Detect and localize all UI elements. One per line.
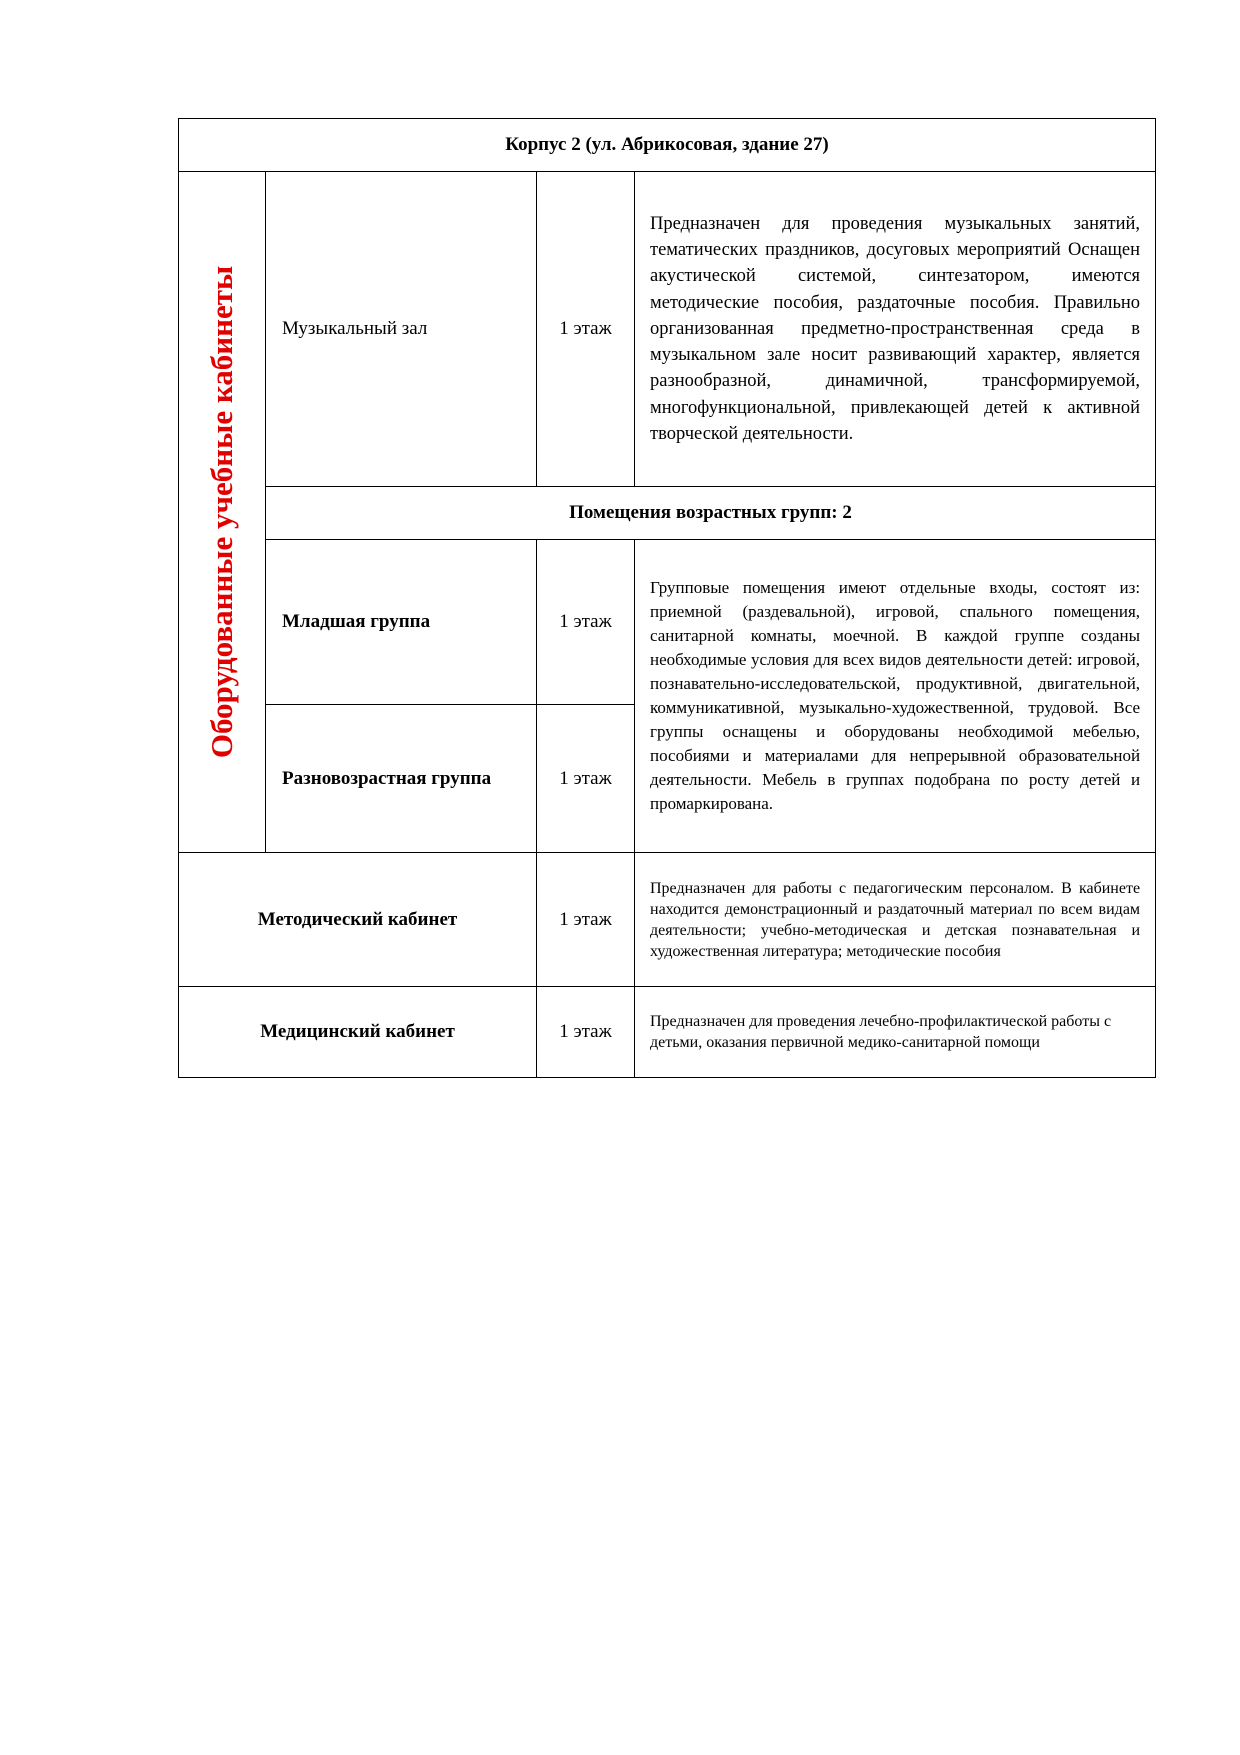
methodical-room-name: Методический кабинет: [179, 853, 537, 987]
mixed-age-group-name: Разновозрастная группа: [266, 705, 537, 853]
mixed-age-group-floor: 1 этаж: [537, 705, 635, 853]
building-header: Корпус 2 (ул. Абрикосовая, здание 27): [179, 119, 1156, 172]
junior-group-floor: 1 этаж: [537, 540, 635, 705]
junior-group-name: Младшая группа: [266, 540, 537, 705]
equipment-table: [178, 118, 1156, 1078]
music-hall-floor: 1 этаж: [537, 172, 635, 487]
music-hall-description: Предназначен для проведения музыкальных занятий, тематических праздников, досуговых мероприятий Оснащен акустической системой, синтезатором, имеются методические пособия, раздаточные пособия. Правильно организованная предметно-пространственная среда в музыкальном зале носит развивающий характер, является разнообразной, динамичной, трансформируемой, многофункциональной, привлекающей детей к активной творческой деятельности.: [635, 172, 1156, 487]
medical-room-description: Предназначен для проведения лечебно-профилактической работы с детьми, оказания первичной медико-санитарной помощи: [635, 987, 1156, 1078]
methodical-room-description: Предназначен для работы с педагогическим персоналом. В кабинете находится демонстрационный и раздаточный материал по всем видам деятельности; учебно-методическая и детская познавательная и художественная литература; методические пособия: [635, 853, 1156, 987]
vertical-label: Оборудованные учебные кабинеты: [204, 265, 239, 759]
medical-room-name: Медицинский кабинет: [179, 987, 537, 1078]
groups-description: Групповые помещения имеют отдельные входы, состоят из: приемной (раздевальной), игровой, спального помещения, санитарной комнаты, моечной. В каждой группе созданы необходимые условия для всех видов деятельности детей: игровой, познавательно-исследовательской, продуктивной, двигательной, коммуникативной, музыкально-художественной, трудовой. Все группы оснащены и оборудованы необходимой мебелью, пособиями и материалами для непрерывной образовательной деятельности. Мебель в группах подобрана по росту детей и промаркирована.: [635, 540, 1156, 853]
methodical-room-floor: 1 этаж: [537, 853, 635, 987]
age-groups-header: Помещения возрастных групп: 2: [266, 487, 1156, 540]
medical-room-floor: 1 этаж: [537, 987, 635, 1078]
music-hall-name: Музыкальный зал: [266, 172, 537, 487]
vertical-label-cell: [179, 172, 266, 853]
